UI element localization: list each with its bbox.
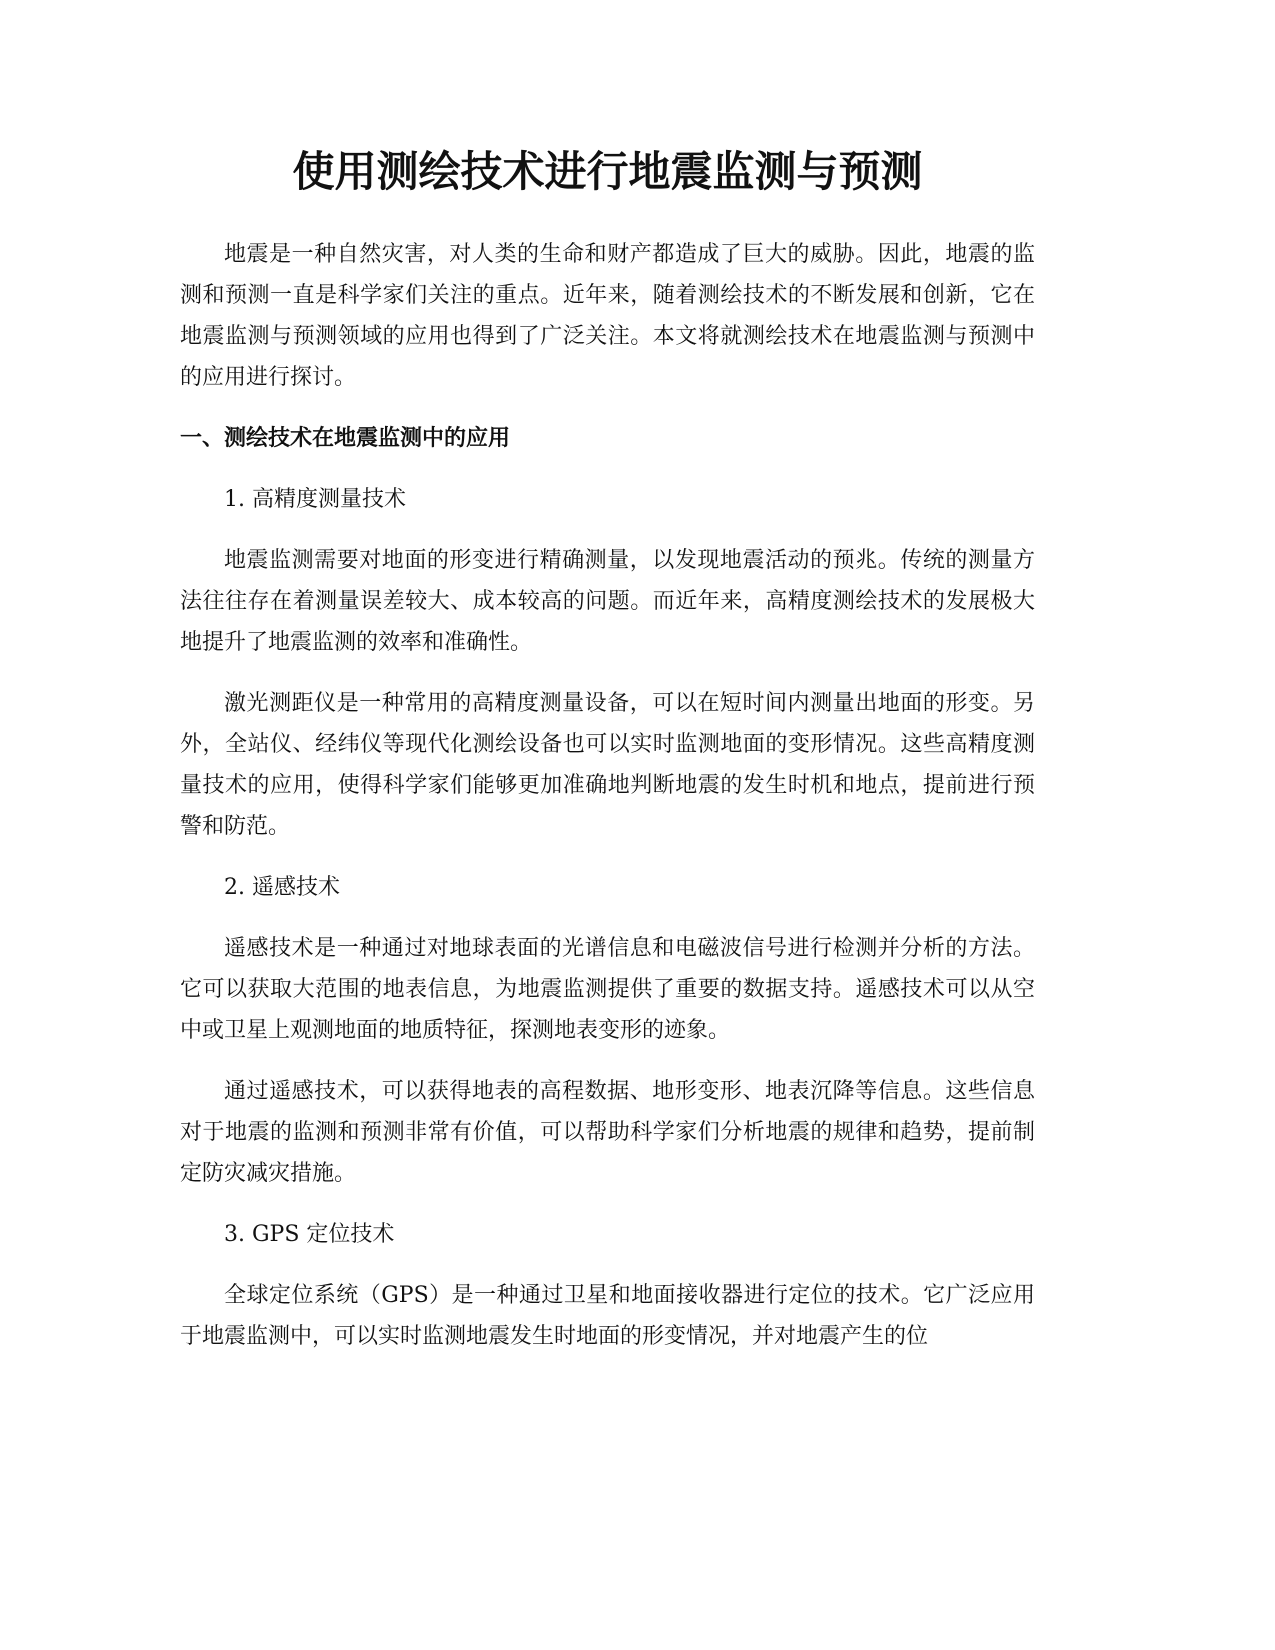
paragraph: 地震监测需要对地面的形变进行精确测量，以发现地震活动的预兆。传统的测量方法往往存在着测量误差较大、成本较高的问题。而近年来，高精度测绘技术的发展极大地提升了地震监测的效率和准确性。 xyxy=(180,548,1035,655)
paragraph: 全球定位系统（GPS）是一种通过卫星和地面接收器进行定位的技术。它广泛应用于地震监测中，可以实时监测地震发生时地面的形变情况，并对地震产生的位 xyxy=(180,1283,1035,1349)
paragraph: 遥感技术是一种通过对地球表面的光谱信息和电磁波信号进行检测并分析的方法。它可以获取大范围的地表信息，为地震监测提供了重要的数据支持。遥感技术可以从空中或卫星上观测地面的地质特征，探测地表变形的迹象。 xyxy=(180,936,1035,1043)
subsection-heading-1: 1. 高精度测量技术 xyxy=(224,487,406,512)
intro-paragraph: 地震是一种自然灾害，对人类的生命和财产都造成了巨大的威胁。因此，地震的监测和预测一直是科学家们关注的重点。近年来，随着测绘技术的不断发展和创新，它在地震监测与预测领域的应用也得到了广泛关注。本文将就测绘技术在地震监测与预测中的应用进行探讨。 xyxy=(180,242,1035,390)
subsection-heading-2: 2. 遥感技术 xyxy=(224,875,340,900)
subsection-heading-3: 3. GPS 定位技术 xyxy=(224,1222,395,1247)
document-title: 使用测绘技术进行地震监测与预测 xyxy=(292,147,923,196)
paragraph: 通过遥感技术，可以获得地表的高程数据、地形变形、地表沉降等信息。这些信息对于地震的监测和预测非常有价值，可以帮助科学家们分析地震的规律和趋势，提前制定防灾减灾措施。 xyxy=(180,1079,1035,1186)
section-heading: 一、测绘技术在地震监测中的应用 xyxy=(180,426,511,451)
paragraph: 激光测距仪是一种常用的高精度测量设备，可以在短时间内测量出地面的形变。另外，全站仪、经纬仪等现代化测绘设备也可以实时监测地面的变形情况。这些高精度测量技术的应用，使得科学家们能够更加准确地判断地震的发生时机和地点，提前进行预警和防范。 xyxy=(180,691,1035,839)
document-page xyxy=(180,140,1035,1377)
